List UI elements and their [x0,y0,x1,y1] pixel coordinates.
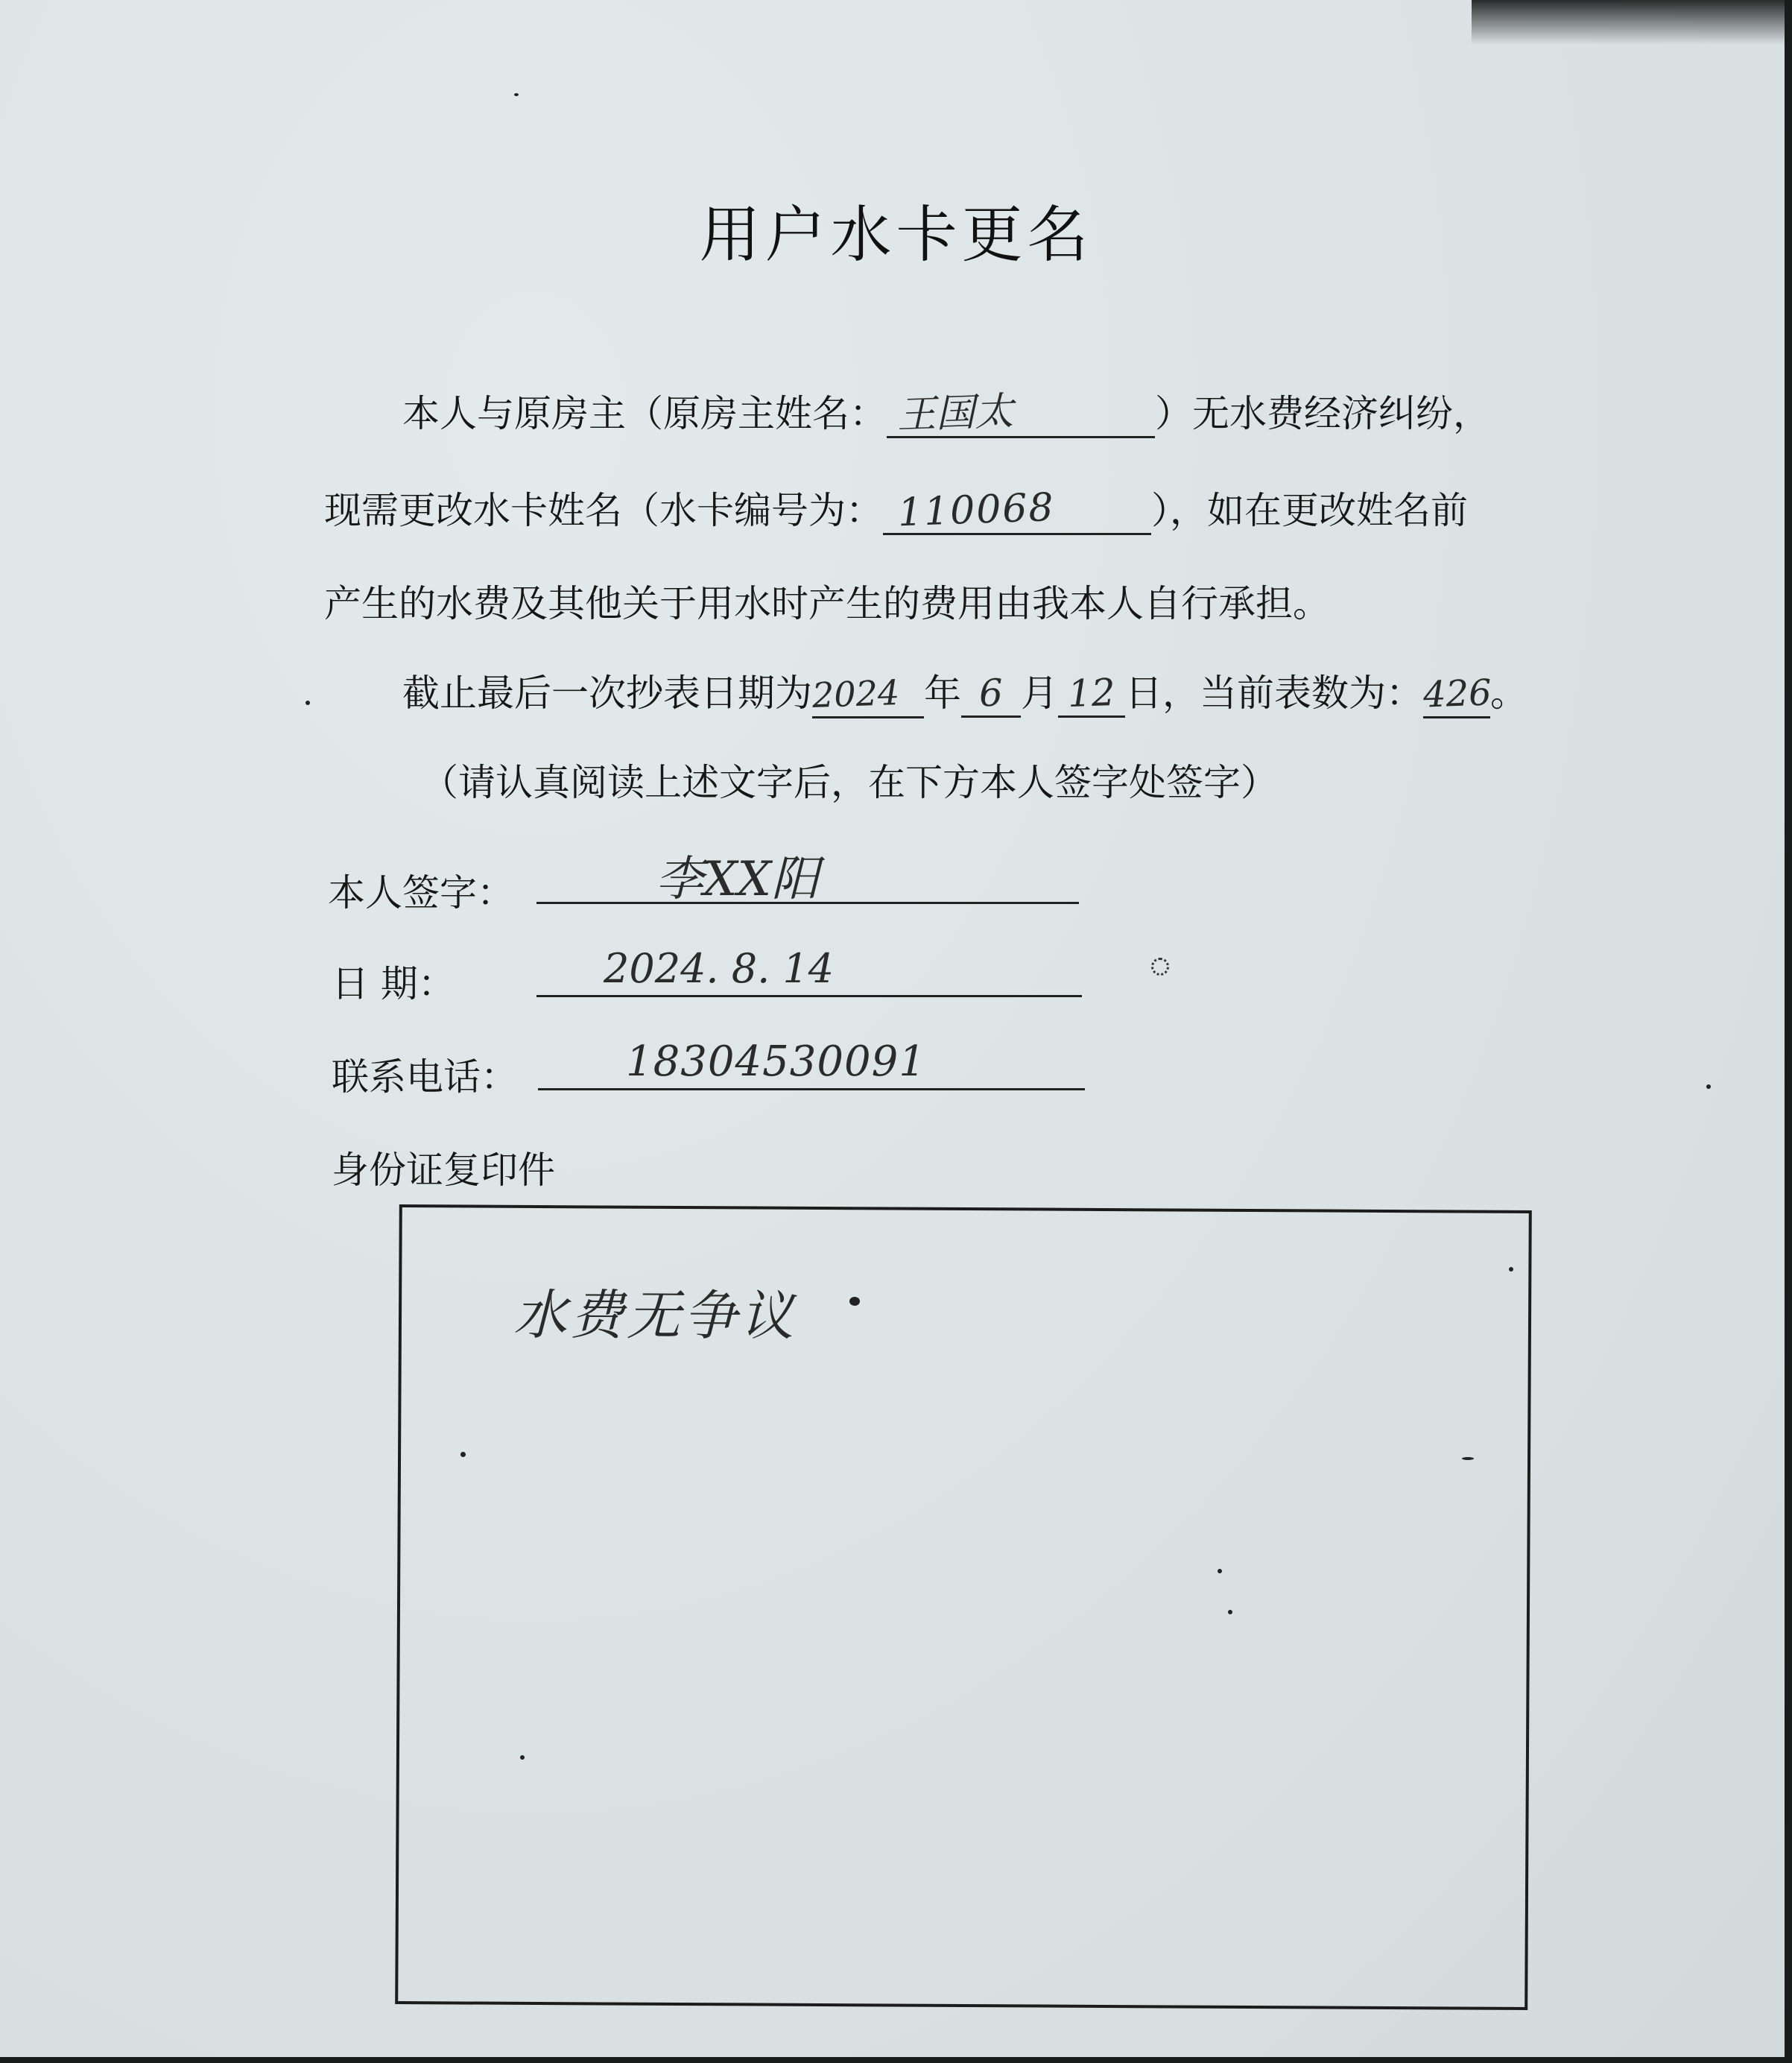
scan-speck [460,1452,466,1457]
card-number-field [883,484,1151,536]
scan-shadow [1472,0,1785,45]
phone-label: 联系电话： [332,1055,518,1099]
paragraph-owner [402,391,1490,438]
signature-label: 本人签字： [328,871,514,914]
instruction-text: （请认真阅读上述文字后，在下方本人签字处签字） [421,761,1278,804]
id-copy-box [395,1204,1532,2010]
paragraph-responsibility: 产生的水费及其他关于用水时产生的费用由我本人自行承担。 [324,582,1330,625]
paragraph-card-prefix: 现需更改水卡姓名（水卡编号为： [324,489,883,532]
meter-year-field [812,672,924,718]
meter-reading-value: 426 [1422,672,1492,716]
date-label: 日 期： [332,962,455,1005]
scan-speck [305,701,310,705]
paragraph-owner-suffix: ）无水费经济纠纷， [1155,392,1490,435]
paragraph-card [324,484,1468,536]
card-number-value: 110068 [897,484,1056,536]
paragraph-end: 。 [1490,672,1527,715]
day-label: 日，当前表数为： [1125,672,1423,715]
signature-value: 李XX阳 [656,852,820,907]
scan-speck [1509,1267,1513,1271]
id-copy-label: 身份证复印件 [332,1149,555,1192]
meter-prefix: 截止最后一次抄表日期为 [402,672,812,715]
meter-year-value: 2024 [811,672,900,716]
meter-reading-field [1423,672,1490,718]
scan-speck [1706,1084,1711,1089]
owner-name-value: 王国太 [896,389,1015,438]
date-value: 2024. 8. 14 [604,945,835,992]
scan-speck [514,93,519,96]
scan-speck [1151,958,1169,976]
owner-name-field [887,391,1155,438]
month-label: 月 [1021,672,1058,715]
meter-month-value: 6 [978,671,1004,715]
scan-speck [849,1297,860,1306]
paragraph-owner-prefix: 本人与原房主（原房主姓名： [402,392,887,435]
scan-speck [1218,1569,1222,1573]
phone-value: 18304530091 [626,1037,926,1086]
scan-speck [520,1755,525,1760]
document-title: 用户水卡更名 [699,200,1093,271]
box-handwritten-note: 水费无争议 [513,1283,797,1348]
phone-underline [538,1088,1085,1090]
year-label: 年 [924,672,961,715]
paragraph-card-suffix: ），如在更改姓名前 [1151,489,1468,532]
scan-speck [1228,1610,1232,1614]
date-underline [536,995,1082,997]
meter-month-field [961,671,1021,718]
meter-day-value: 12 [1067,670,1116,716]
paragraph-meter [402,671,1527,718]
meter-day-field [1058,671,1125,718]
scan-speck [1462,1457,1474,1460]
